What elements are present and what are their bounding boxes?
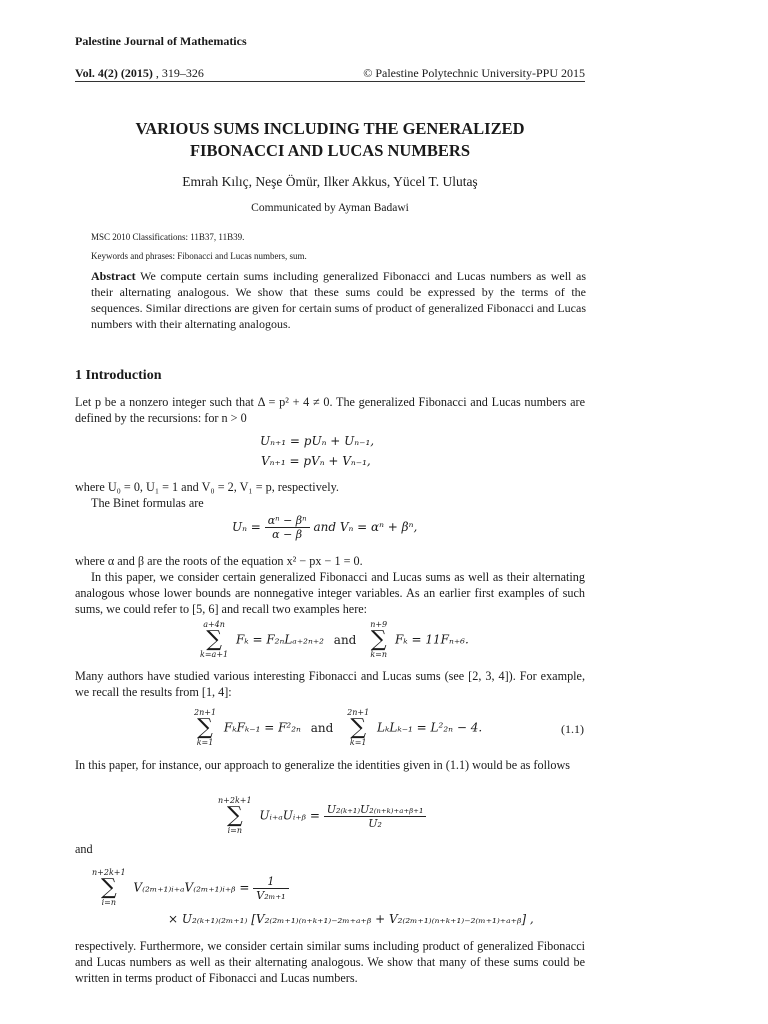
copyright: © Palestine Polytechnic University-PPU 2015 xyxy=(363,66,585,80)
abstract-label: Abstract xyxy=(91,269,136,283)
binet-fraction xyxy=(265,514,310,541)
paragraph-4: where α and β are the roots of the equation x² − px − 1 = 0. xyxy=(75,554,363,568)
equation-generalized-u xyxy=(214,796,426,836)
sum-body: Fₖ = F₂ₙLₐ₊₂ₙ₊₂ xyxy=(235,632,324,647)
paragraph-7: In this paper, for instance, our approach to generalize the identities given in (1.1) would be as follows xyxy=(75,758,570,772)
paragraph-6: Many authors have studied various interesting Fibonacci and Lucas sums (see [2, 3, 4]). For example, we recall the results from [1, 4]: xyxy=(75,669,585,699)
paragraph-1: Let p be a nonzero integer such that Δ = p² + 4 ≠ 0. The generalized Fibonacci and Lucas numbers are defined by the recursions: for n > 0 xyxy=(75,395,585,425)
equation-generalized-v-line-2: × U₂₍ₖ₊₁₎₍₂ₘ₊₁₎ [V₂₍₂ₘ₊₁₎₍ₙ₊ₖ₊₁₎₋₂ₘ₊ₐ₊ᵦ + V₂₍₂ₘ₊₁₎₍ₙ₊ₖ₊₁₎₋₂₍ₘ₊₁₎₊ₐ₊ᵦ] , xyxy=(168,912,534,926)
sum-upper-limit: n+2k+1 xyxy=(92,868,126,877)
paragraph-2: where U₀ = 0, U₁ = 1 and V₀ = 2, V₁ = p, respectively. xyxy=(75,480,339,494)
sum-upper-limit: 2n+1 xyxy=(347,708,370,717)
paragraph-3: The Binet formulas are xyxy=(91,496,204,510)
equation-u-recursion: Uₙ₊₁ = pUₙ + Uₙ₋₁, xyxy=(260,434,375,448)
fraction-numerator: U₂₍ₖ₊₁₎U₂₍ₙ₊ₖ₎₊ₐ₊ᵦ₊₁ xyxy=(324,803,427,817)
paragraph-8: respectively. Furthermore, we consider certain similar sums including product of generalized Fibonacci and Lucas numbers as well as their alternating analogous. We show that many of these sums could be written in terms product of Fibonacci and Lucas numbers. xyxy=(75,939,585,985)
binet-rest: and Vₙ = αⁿ + βⁿ, xyxy=(313,520,418,534)
authors: Emrah Kılıç, Neşe Ömür, Ilker Akkus, Yücel T. Ulutaş xyxy=(182,174,478,189)
volume-label: Vol. 4(2) (2015) xyxy=(75,66,153,80)
sum-lower-limit: k=1 xyxy=(196,738,214,747)
binet-numerator: αⁿ − βⁿ xyxy=(265,514,310,528)
sum-symbol xyxy=(218,796,252,836)
page-range: , 319–326 xyxy=(152,66,204,80)
sum-lower-limit: i=n xyxy=(227,826,242,835)
equation-number: (1.1) xyxy=(561,722,584,736)
equation-sums-1 xyxy=(196,620,469,660)
journal-name: Palestine Journal of Mathematics xyxy=(75,34,247,48)
sigma-glyph: ∑ xyxy=(197,715,213,740)
abstract-text: We compute certain sums including generalized Fibonacci and Lucas numbers as well as their alternating analogous. We show that these sums could be expressed by the terms of the sequences. Similar directions are given for certain sums of product of generalized Fibonacci and Lucas numbers with their alternating analogous. xyxy=(91,269,586,331)
sum-upper-limit: a+4n xyxy=(203,620,225,629)
header-rule xyxy=(75,81,585,82)
sum-symbol xyxy=(347,708,369,748)
abstract xyxy=(91,268,586,332)
equation-fraction xyxy=(253,875,288,902)
equation-1-1 xyxy=(190,708,482,748)
equation-fraction xyxy=(324,803,427,830)
sum-lower-limit: k=a+1 xyxy=(200,650,229,659)
sum-upper-limit: n+9 xyxy=(370,620,388,629)
sum-upper-limit: n+2k+1 xyxy=(218,796,252,805)
fraction-denominator: U₂ xyxy=(368,816,382,830)
sum-body: Uᵢ₊ₐUᵢ₊ᵦ = xyxy=(259,808,320,823)
volume-info xyxy=(75,66,204,81)
and-word: and xyxy=(333,632,357,647)
sum-lower-limit: i=n xyxy=(101,898,116,907)
title-line-2: FIBONACCI AND LUCAS NUMBERS xyxy=(189,141,471,160)
binet-denominator: α − β xyxy=(272,528,303,541)
paper-title xyxy=(75,118,585,162)
sigma-glyph: ∑ xyxy=(206,627,222,652)
equation-v-recursion: Vₙ₊₁ = pVₙ + Vₙ₋₁, xyxy=(261,454,371,468)
fraction-numerator: 1 xyxy=(253,875,288,889)
sigma-glyph: ∑ xyxy=(370,627,387,652)
sum-body: V₍₂ₘ₊₁₎ᵢ₊ₐV₍₂ₘ₊₁₎ᵢ₊ᵦ = xyxy=(133,880,250,895)
title-line-1: VARIOUS SUMS INCLUDING THE GENERALIZED xyxy=(135,119,525,138)
sum-lower-limit: k=1 xyxy=(349,738,367,747)
and-connector: and xyxy=(75,842,93,856)
sum-symbol xyxy=(92,868,126,908)
sum-lower-limit: k=n xyxy=(370,650,388,659)
sum-body: Fₖ = 11Fₙ₊₆. xyxy=(394,632,469,647)
sum-symbol xyxy=(200,620,228,660)
sum-symbol xyxy=(370,620,387,660)
sum-body: FₖFₖ₋₁ = F²₂ₙ xyxy=(223,720,301,735)
sigma-glyph: ∑ xyxy=(100,875,117,900)
fraction-denominator: V₂ₘ₊₁ xyxy=(256,888,286,902)
sigma-glyph: ∑ xyxy=(226,803,243,828)
sum-upper-limit: 2n+1 xyxy=(194,708,217,717)
paragraph-5: In this paper, we consider certain generalized Fibonacci and Lucas sums as well as their alternating analogous whose lower bounds are nonnegative integer variables. As an earlier first examples of such sums, we could refer to [5, 6] and recall two examples here: xyxy=(75,570,585,616)
sigma-glyph: ∑ xyxy=(350,715,367,740)
section-heading: 1 Introduction xyxy=(75,368,162,383)
sum-body: LₖLₖ₋₁ = L²₂ₙ − 4. xyxy=(377,720,483,735)
msc-classification: MSC 2010 Classifications: 11B37, 11B39. xyxy=(91,232,245,242)
binet-lhs: Uₙ = xyxy=(232,520,261,534)
binet-formula xyxy=(232,514,417,541)
communicated-by: Communicated by Ayman Badawi xyxy=(251,202,409,214)
and-word: and xyxy=(310,720,334,735)
keywords: Keywords and phrases: Fibonacci and Lucas numbers, sum. xyxy=(91,251,307,261)
sum-symbol xyxy=(194,708,216,748)
equation-generalized-v xyxy=(88,868,289,908)
